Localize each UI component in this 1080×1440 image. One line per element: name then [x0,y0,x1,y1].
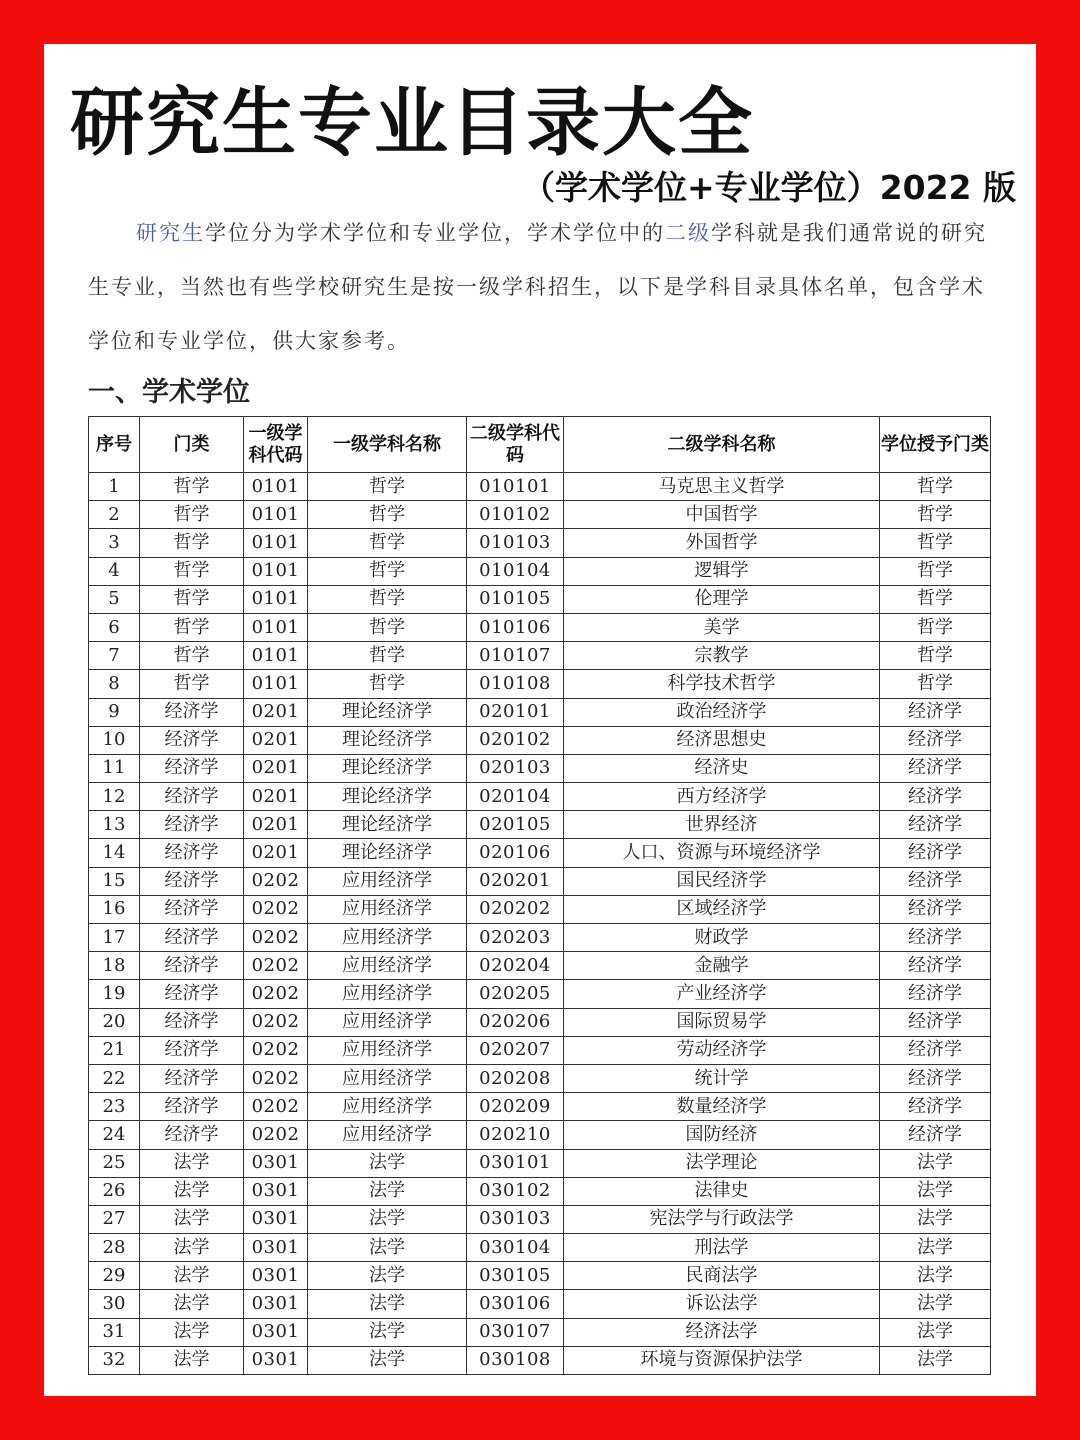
cell-second-level-code: 030106 [467,1290,564,1318]
cell-first-level-code: 0202 [244,895,308,923]
header-index: 序号 [89,417,140,473]
table-body [89,473,991,1375]
cell-second-level-name: 环境与资源保护法学 [564,1346,880,1374]
cell-degree-category: 经济学 [880,1121,991,1149]
page-subtitle: （学术学位+专业学位）2022 版 [522,168,1016,207]
cell-index: 5 [89,585,140,613]
cell-second-level-name: 法律史 [564,1177,880,1205]
cell-index: 18 [89,952,140,980]
cell-index: 17 [89,924,140,952]
cell-category: 经济学 [140,811,244,839]
cell-index: 6 [89,613,140,641]
intro-highlight-2: 二级 [665,221,711,245]
page-title: 研究生专业目录大全 [70,80,754,166]
cell-first-level-name: 应用经济学 [308,1064,467,1092]
cell-first-level-code: 0202 [244,1121,308,1149]
cell-second-level-code: 030104 [467,1234,564,1262]
cell-second-level-name: 宗教学 [564,642,880,670]
cell-category: 哲学 [140,557,244,585]
intro-text-2: 学科就是我们通常说的研究生专业，当然也有些学校研究生是按一级学科招生，以下是学科目录具体名单，包含学术学位和专业学位，供大家参考。 [88,221,987,353]
cell-first-level-name: 哲学 [308,670,467,698]
cell-second-level-code: 020206 [467,1008,564,1036]
cell-first-level-name: 哲学 [308,529,467,557]
cell-category: 经济学 [140,783,244,811]
cell-first-level-name: 法学 [308,1234,467,1262]
cell-second-level-code: 010103 [467,529,564,557]
cell-first-level-code: 0101 [244,529,308,557]
table-row [89,670,991,698]
cell-degree-category: 哲学 [880,585,991,613]
table-row [89,529,991,557]
cell-second-level-name: 法学理论 [564,1149,880,1177]
cell-degree-category: 法学 [880,1262,991,1290]
cell-first-level-name: 法学 [308,1318,467,1346]
cell-first-level-code: 0101 [244,585,308,613]
cell-second-level-code: 020104 [467,783,564,811]
cell-second-level-code: 020102 [467,726,564,754]
cell-second-level-code: 010102 [467,501,564,529]
cell-second-level-name: 刑法学 [564,1234,880,1262]
cell-first-level-name: 理论经济学 [308,839,467,867]
table-row [89,1121,991,1149]
cell-first-level-code: 0202 [244,924,308,952]
cell-second-level-name: 宪法学与行政法学 [564,1205,880,1233]
table-row [89,1177,991,1205]
table-row [89,924,991,952]
cell-index: 22 [89,1064,140,1092]
cell-degree-category: 经济学 [880,1064,991,1092]
cell-degree-category: 经济学 [880,754,991,782]
cell-degree-category: 法学 [880,1318,991,1346]
cell-category: 哲学 [140,642,244,670]
cell-first-level-name: 应用经济学 [308,867,467,895]
table-row [89,895,991,923]
cell-first-level-code: 0301 [244,1290,308,1318]
cell-second-level-code: 020208 [467,1064,564,1092]
document-page [44,44,1036,1396]
cell-first-level-name: 应用经济学 [308,980,467,1008]
cell-first-level-name: 哲学 [308,473,467,501]
cell-second-level-name: 伦理学 [564,585,880,613]
cell-index: 23 [89,1093,140,1121]
cell-second-level-code: 020207 [467,1036,564,1064]
cell-second-level-name: 美学 [564,613,880,641]
discipline-table [88,416,991,1375]
cell-second-level-name: 财政学 [564,924,880,952]
cell-first-level-name: 哲学 [308,613,467,641]
cell-second-level-code: 020105 [467,811,564,839]
cell-first-level-name: 理论经济学 [308,754,467,782]
cell-second-level-code: 030105 [467,1262,564,1290]
cell-second-level-name: 统计学 [564,1064,880,1092]
cell-second-level-code: 010108 [467,670,564,698]
cell-first-level-code: 0101 [244,557,308,585]
cell-degree-category: 经济学 [880,867,991,895]
cell-second-level-name: 国防经济 [564,1121,880,1149]
cell-second-level-name: 经济思想史 [564,726,880,754]
cell-degree-category: 哲学 [880,529,991,557]
cell-index: 26 [89,1177,140,1205]
cell-category: 法学 [140,1346,244,1374]
cell-first-level-code: 0301 [244,1177,308,1205]
cell-second-level-code: 020202 [467,895,564,923]
cell-first-level-code: 0101 [244,670,308,698]
table-row [89,1346,991,1374]
cell-index: 3 [89,529,140,557]
cell-first-level-code: 0202 [244,1093,308,1121]
cell-first-level-code: 0301 [244,1205,308,1233]
table-row [89,1290,991,1318]
table-row [89,1008,991,1036]
cell-category: 经济学 [140,1036,244,1064]
table-row [89,473,991,501]
cell-first-level-name: 理论经济学 [308,726,467,754]
cell-first-level-name: 法学 [308,1290,467,1318]
table-row [89,1149,991,1177]
cell-second-level-name: 产业经济学 [564,980,880,1008]
cell-index: 7 [89,642,140,670]
cell-index: 28 [89,1234,140,1262]
table-row [89,613,991,641]
header-category: 门类 [140,417,244,473]
cell-second-level-code: 010105 [467,585,564,613]
cell-first-level-name: 法学 [308,1205,467,1233]
cell-second-level-code: 020203 [467,924,564,952]
cell-first-level-code: 0301 [244,1234,308,1262]
cell-category: 经济学 [140,1093,244,1121]
header-degree-category: 学位授予门类 [880,417,991,473]
cell-category: 法学 [140,1262,244,1290]
cell-second-level-name: 经济法学 [564,1318,880,1346]
cell-first-level-name: 法学 [308,1346,467,1374]
cell-first-level-code: 0202 [244,952,308,980]
cell-index: 9 [89,698,140,726]
cell-first-level-name: 哲学 [308,642,467,670]
cell-first-level-name: 应用经济学 [308,1121,467,1149]
cell-first-level-code: 0301 [244,1262,308,1290]
cell-second-level-name: 民商法学 [564,1262,880,1290]
header-first-level-name: 一级学科名称 [308,417,467,473]
table-row [89,1036,991,1064]
cell-degree-category: 经济学 [880,1008,991,1036]
cell-second-level-code: 020101 [467,698,564,726]
cell-category: 经济学 [140,726,244,754]
cell-category: 经济学 [140,952,244,980]
cell-degree-category: 经济学 [880,811,991,839]
cell-category: 法学 [140,1290,244,1318]
cell-category: 经济学 [140,1064,244,1092]
cell-index: 2 [89,501,140,529]
cell-first-level-name: 法学 [308,1262,467,1290]
cell-second-level-code: 020205 [467,980,564,1008]
cell-category: 经济学 [140,867,244,895]
cell-category: 法学 [140,1177,244,1205]
cell-first-level-code: 0101 [244,613,308,641]
cell-second-level-name: 诉讼法学 [564,1290,880,1318]
cell-degree-category: 经济学 [880,1036,991,1064]
cell-category: 经济学 [140,924,244,952]
cell-first-level-code: 0201 [244,726,308,754]
cell-first-level-name: 理论经济学 [308,698,467,726]
cell-first-level-name: 哲学 [308,585,467,613]
cell-index: 11 [89,754,140,782]
cell-degree-category: 经济学 [880,839,991,867]
cell-first-level-code: 0201 [244,839,308,867]
cell-second-level-code: 010101 [467,473,564,501]
cell-index: 30 [89,1290,140,1318]
table-row [89,1093,991,1121]
table-row [89,783,991,811]
cell-second-level-code: 010107 [467,642,564,670]
cell-first-level-name: 应用经济学 [308,952,467,980]
cell-first-level-code: 0201 [244,698,308,726]
cell-second-level-code: 020210 [467,1121,564,1149]
cell-first-level-name: 应用经济学 [308,924,467,952]
cell-category: 哲学 [140,473,244,501]
cell-index: 13 [89,811,140,839]
cell-second-level-code: 020209 [467,1093,564,1121]
cell-degree-category: 哲学 [880,642,991,670]
cell-category: 法学 [140,1318,244,1346]
cell-second-level-name: 国际贸易学 [564,1008,880,1036]
cell-second-level-code: 030108 [467,1346,564,1374]
intro-text-1: 学位分为学术学位和专业学位，学术学位中的 [205,221,665,245]
table-row [89,642,991,670]
cell-index: 8 [89,670,140,698]
cell-first-level-name: 应用经济学 [308,1036,467,1064]
cell-degree-category: 法学 [880,1205,991,1233]
cell-second-level-code: 020204 [467,952,564,980]
cell-degree-category: 经济学 [880,783,991,811]
cell-first-level-name: 应用经济学 [308,895,467,923]
cell-second-level-name: 外国哲学 [564,529,880,557]
cell-second-level-name: 政治经济学 [564,698,880,726]
cell-category: 哲学 [140,529,244,557]
table-row [89,1205,991,1233]
cell-index: 31 [89,1318,140,1346]
cell-second-level-name: 世界经济 [564,811,880,839]
cell-second-level-name: 西方经济学 [564,783,880,811]
cell-degree-category: 经济学 [880,726,991,754]
cell-degree-category: 哲学 [880,670,991,698]
cell-first-level-code: 0101 [244,473,308,501]
cell-second-level-code: 020106 [467,839,564,867]
cell-second-level-code: 030101 [467,1149,564,1177]
cell-second-level-code: 020103 [467,754,564,782]
cell-first-level-code: 0202 [244,867,308,895]
cell-first-level-code: 0201 [244,754,308,782]
cell-second-level-code: 010106 [467,613,564,641]
cell-second-level-name: 科学技术哲学 [564,670,880,698]
table-row [89,585,991,613]
header-second-level-code: 二级学科代码 [467,417,564,473]
table-row [89,839,991,867]
table-row [89,867,991,895]
cell-degree-category: 法学 [880,1234,991,1262]
cell-index: 20 [89,1008,140,1036]
cell-index: 25 [89,1149,140,1177]
cell-index: 16 [89,895,140,923]
cell-second-level-name: 中国哲学 [564,501,880,529]
cell-degree-category: 法学 [880,1346,991,1374]
cell-first-level-name: 应用经济学 [308,1008,467,1036]
cell-first-level-name: 应用经济学 [308,1093,467,1121]
cell-index: 21 [89,1036,140,1064]
cell-index: 14 [89,839,140,867]
cell-category: 哲学 [140,670,244,698]
cell-category: 经济学 [140,754,244,782]
cell-index: 4 [89,557,140,585]
cell-second-level-name: 逻辑学 [564,557,880,585]
header-second-level-name: 二级学科名称 [564,417,880,473]
intro-highlight-1: 研究生 [136,221,205,245]
cell-index: 32 [89,1346,140,1374]
cell-first-level-code: 0202 [244,980,308,1008]
cell-second-level-name: 马克思主义哲学 [564,473,880,501]
table-row [89,698,991,726]
cell-first-level-name: 法学 [308,1149,467,1177]
section-heading: 一、学术学位 [88,377,250,408]
table-row [89,1262,991,1290]
table-row [89,811,991,839]
cell-degree-category: 法学 [880,1149,991,1177]
cell-first-level-code: 0202 [244,1036,308,1064]
cell-degree-category: 经济学 [880,1093,991,1121]
cell-degree-category: 法学 [880,1177,991,1205]
cell-first-level-name: 理论经济学 [308,811,467,839]
cell-first-level-code: 0101 [244,642,308,670]
cell-second-level-code: 030103 [467,1205,564,1233]
table-row [89,726,991,754]
cell-second-level-name: 金融学 [564,952,880,980]
table-row [89,1318,991,1346]
cell-second-level-name: 劳动经济学 [564,1036,880,1064]
cell-degree-category: 经济学 [880,924,991,952]
cell-first-level-name: 理论经济学 [308,783,467,811]
table-row [89,754,991,782]
table-row [89,1234,991,1262]
table-row [89,952,991,980]
cell-first-level-name: 法学 [308,1177,467,1205]
cell-index: 10 [89,726,140,754]
cell-category: 经济学 [140,1121,244,1149]
cell-category: 经济学 [140,980,244,1008]
cell-first-level-code: 0301 [244,1346,308,1374]
table-row [89,557,991,585]
cell-index: 1 [89,473,140,501]
cell-second-level-code: 030102 [467,1177,564,1205]
cell-second-level-name: 国民经济学 [564,867,880,895]
cell-degree-category: 法学 [880,1290,991,1318]
cell-category: 法学 [140,1205,244,1233]
cell-first-level-code: 0202 [244,1064,308,1092]
cell-second-level-name: 数量经济学 [564,1093,880,1121]
cell-first-level-name: 哲学 [308,501,467,529]
cell-category: 法学 [140,1234,244,1262]
cell-second-level-code: 030107 [467,1318,564,1346]
cell-degree-category: 哲学 [880,473,991,501]
cell-second-level-name: 区域经济学 [564,895,880,923]
cell-second-level-code: 020201 [467,867,564,895]
cell-category: 经济学 [140,1008,244,1036]
table-header-row [89,417,991,473]
cell-index: 12 [89,783,140,811]
cell-category: 法学 [140,1149,244,1177]
cell-category: 哲学 [140,501,244,529]
cell-index: 24 [89,1121,140,1149]
table-row [89,501,991,529]
intro-paragraph [88,206,988,368]
cell-index: 29 [89,1262,140,1290]
cell-category: 经济学 [140,839,244,867]
cell-degree-category: 经济学 [880,895,991,923]
cell-first-level-code: 0202 [244,1008,308,1036]
table-row [89,1064,991,1092]
cell-index: 15 [89,867,140,895]
cell-category: 经济学 [140,895,244,923]
cell-degree-category: 哲学 [880,557,991,585]
cell-second-level-code: 010104 [467,557,564,585]
cell-first-level-name: 哲学 [308,557,467,585]
cell-second-level-name: 人口、资源与环境经济学 [564,839,880,867]
cell-degree-category: 哲学 [880,613,991,641]
cell-degree-category: 经济学 [880,698,991,726]
cell-degree-category: 经济学 [880,980,991,1008]
cell-index: 27 [89,1205,140,1233]
cell-category: 哲学 [140,585,244,613]
cell-first-level-code: 0301 [244,1149,308,1177]
cell-first-level-code: 0101 [244,501,308,529]
cell-second-level-name: 经济史 [564,754,880,782]
header-first-level-code: 一级学科代码 [244,417,308,473]
cell-degree-category: 经济学 [880,952,991,980]
cell-first-level-code: 0301 [244,1318,308,1346]
cell-category: 哲学 [140,613,244,641]
cell-index: 19 [89,980,140,1008]
cell-degree-category: 哲学 [880,501,991,529]
cell-first-level-code: 0201 [244,783,308,811]
cell-first-level-code: 0201 [244,811,308,839]
table-row [89,980,991,1008]
cell-category: 经济学 [140,698,244,726]
